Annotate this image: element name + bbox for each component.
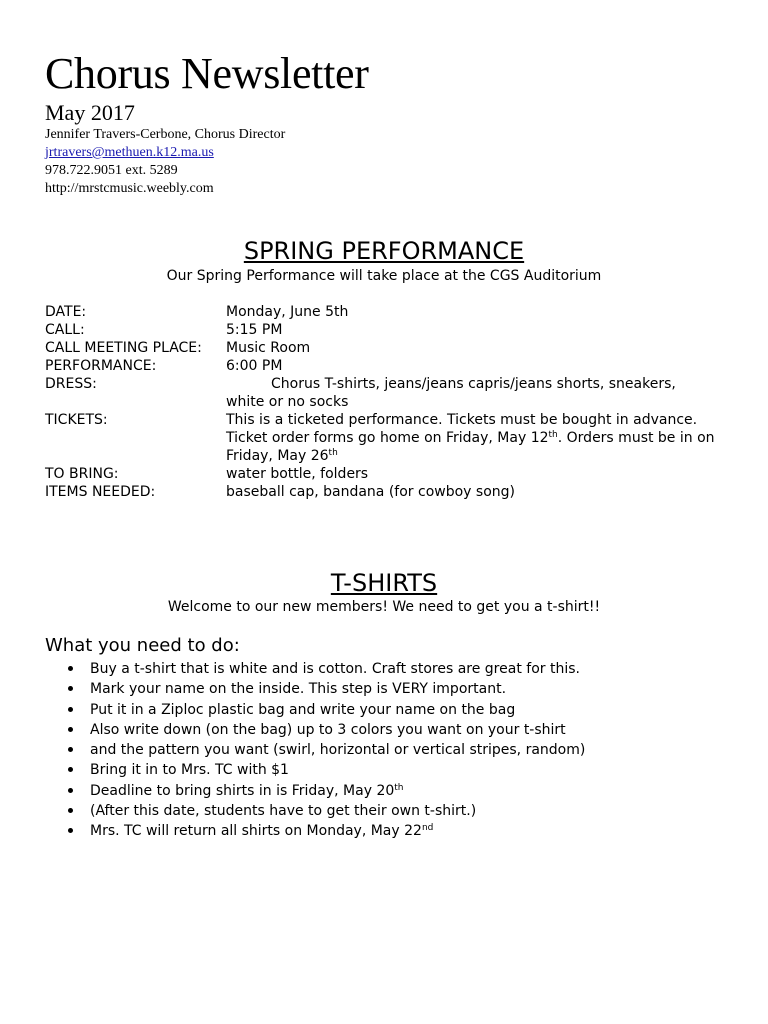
director-name: Jennifer Travers-Cerbone, Chorus Director	[45, 127, 286, 142]
masthead	[45, 48, 725, 198]
return-sup: nd	[421, 823, 434, 834]
director-phone: 978.722.9051 ext. 5289	[45, 163, 178, 178]
list-item: Buy a t-shirt that is white and is cotton. Craft stores are great for this.	[45, 659, 735, 679]
items-needed-value: baseball cap, bandana (for cowboy song)	[226, 484, 515, 500]
spring-performance-heading: SPRING PERFORMANCE	[243, 237, 525, 265]
tickets-forms-sup-2: th	[328, 448, 338, 458]
detail-row-dress	[45, 375, 735, 411]
call-value: 5:15 PM	[226, 322, 283, 338]
detail-row-to-bring	[45, 465, 735, 483]
items-needed-label: ITEMS NEEDED:	[45, 484, 156, 500]
meeting-place-label: CALL MEETING PLACE:	[45, 340, 202, 356]
to-bring-value: water bottle, folders	[226, 466, 369, 482]
spring-performance-intro: Our Spring Performance will take place at the CGS Auditorium	[166, 268, 602, 284]
list-item: and the pattern you want (swirl, horizontal or vertical stripes, random)	[45, 740, 735, 760]
tickets-order-forms	[226, 429, 735, 465]
date-value: Monday, June 5th	[226, 304, 349, 320]
deadline-text: Deadline to bring shirts in is Friday, May 20	[90, 782, 395, 799]
website-url: http://mrstcmusic.weebly.com	[45, 181, 214, 196]
performance-details	[45, 303, 735, 501]
dress-line-2: white or no socks	[226, 394, 349, 410]
dress-value	[226, 375, 735, 411]
list-item: Bring it in to Mrs. TC with $1	[45, 760, 735, 780]
tickets-label: TICKETS:	[45, 412, 108, 428]
list-item: (After this date, students have to get their own t-shirt.)	[45, 801, 735, 821]
detail-row-tickets	[45, 411, 735, 465]
detail-row-items-needed	[45, 483, 735, 501]
tshirts-heading: T-SHIRTS	[330, 569, 438, 597]
tickets-forms-sup: th	[548, 430, 558, 440]
detail-row-date	[45, 303, 735, 321]
detail-row-call	[45, 321, 735, 339]
call-label: CALL:	[45, 322, 85, 338]
list-item: Also write down (on the bag) up to 3 colors you want on your t-shirt	[45, 720, 735, 740]
list-item-return	[45, 821, 735, 841]
list-item: Mark your name on the inside. This step is VERY important.	[45, 679, 735, 699]
tickets-value	[226, 411, 735, 465]
meeting-place-value: Music Room	[226, 340, 311, 356]
newsletter-title: Chorus Newsletter	[45, 49, 369, 98]
tickets-info: This is a ticketed performance. Tickets must be bought in advance.	[226, 412, 698, 428]
performance-value: 6:00 PM	[226, 358, 283, 374]
tickets-forms-text: Ticket order forms go home on Friday, May 12	[226, 430, 549, 446]
deadline-sup: th	[394, 782, 404, 793]
detail-row-performance	[45, 357, 735, 375]
list-item: Put it in a Ziploc plastic bag and write your name on the bag	[45, 700, 735, 720]
performance-label: PERFORMANCE:	[45, 358, 157, 374]
tshirts-intro: Welcome to our new members! We need to get you a t-shirt!!	[167, 599, 601, 615]
date-label: DATE:	[45, 304, 87, 320]
to-bring-label: TO BRING:	[45, 466, 119, 482]
tickets-forms-text-2: . Orders must be in on Friday, May 26	[226, 430, 715, 464]
dress-line-1: Chorus T-shirts, jeans/jeans capris/jeans shorts, sneakers,	[271, 376, 676, 392]
dress-label: DRESS:	[45, 376, 97, 392]
detail-row-meeting-place	[45, 339, 735, 357]
issue-date: May 2017	[45, 100, 135, 125]
return-text: Mrs. TC will return all shirts on Monday, May 22	[90, 823, 422, 840]
todo-heading: What you need to do:	[45, 635, 240, 656]
director-email-link[interactable]: jrtravers@methuen.k12.ma.us	[45, 145, 214, 160]
todo-list	[45, 659, 735, 842]
list-item-deadline	[45, 781, 735, 801]
